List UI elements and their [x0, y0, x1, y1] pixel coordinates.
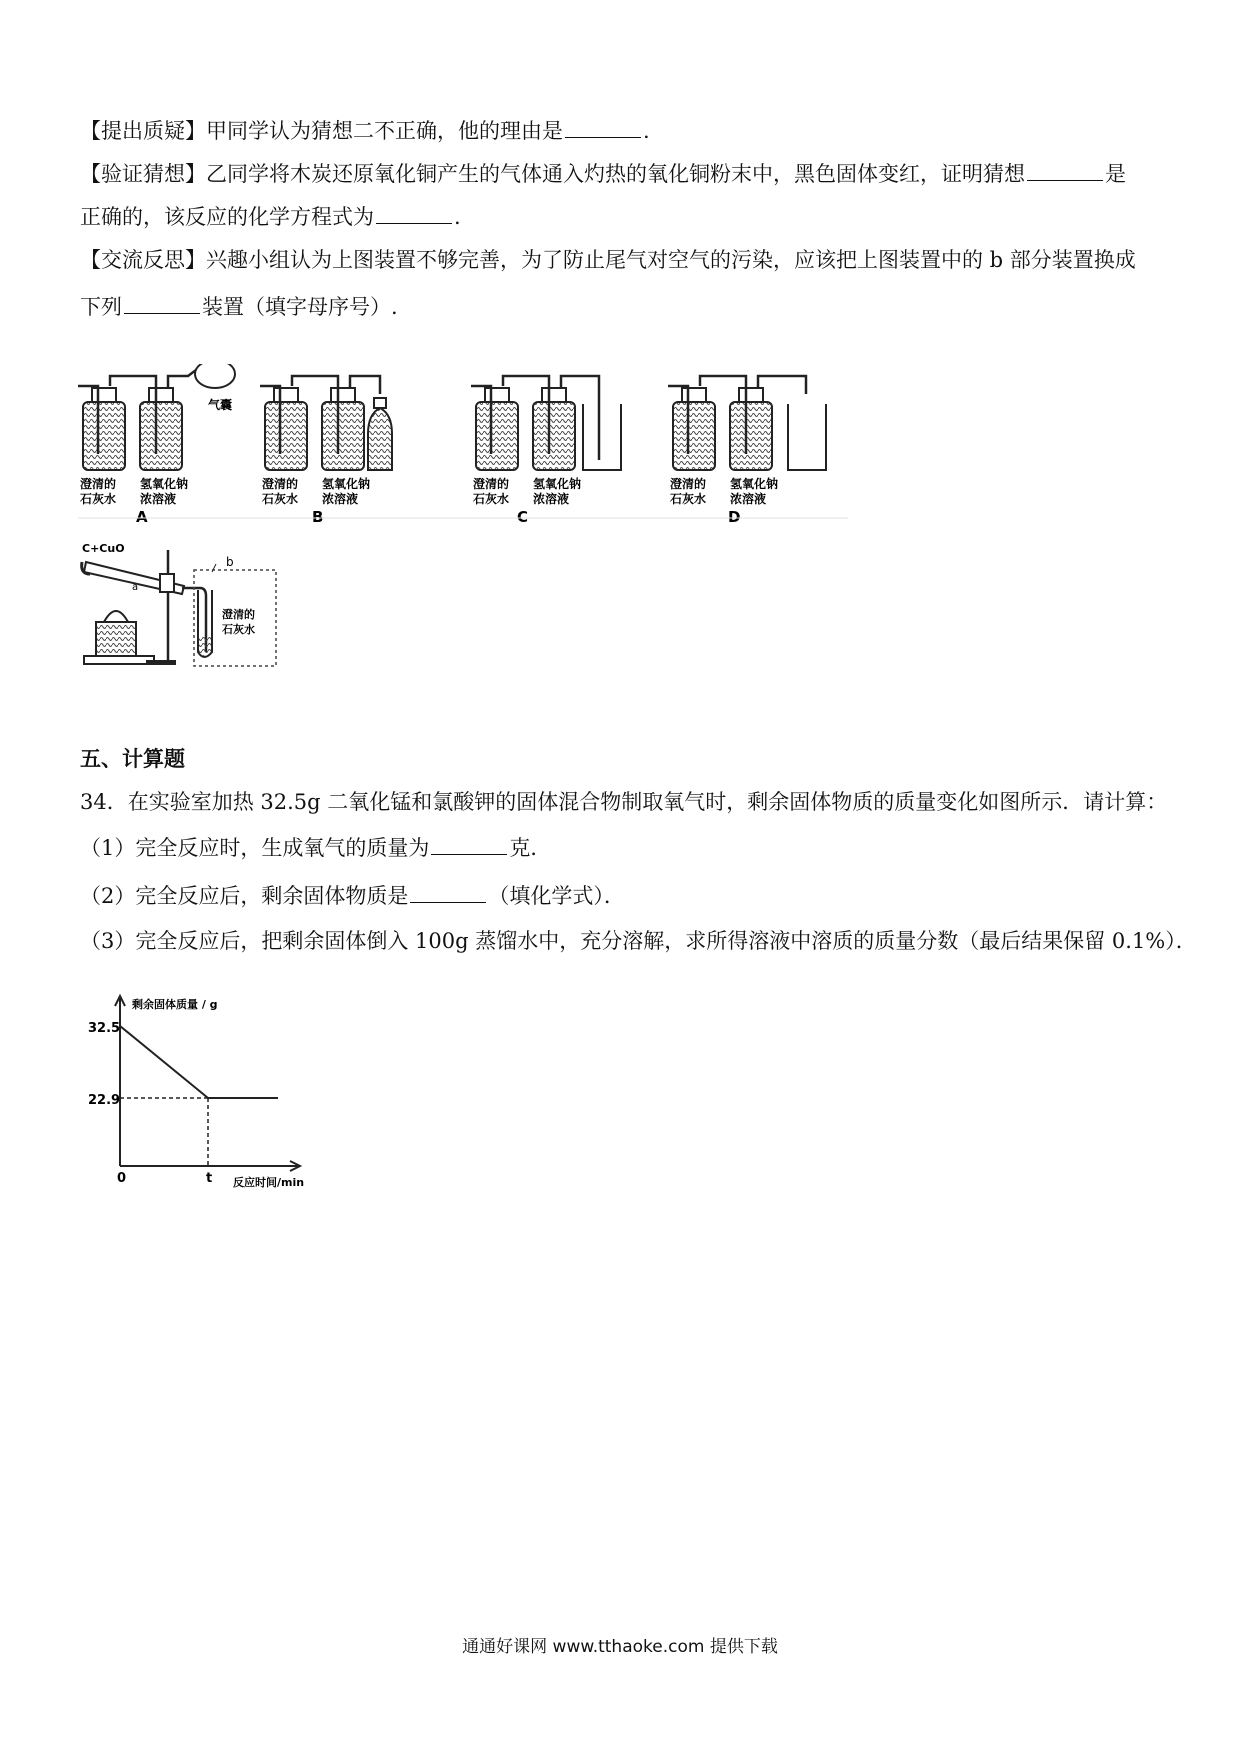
y-tick-label: 32.5 — [88, 1021, 121, 1036]
answer-blank[interactable] — [124, 291, 200, 314]
verify-suffix-2: . — [454, 205, 461, 229]
mass-time-chart — [78, 990, 338, 1190]
verify-line-2 — [80, 201, 461, 232]
tube-label-2: 石灰水 — [222, 623, 255, 636]
answer-blank[interactable] — [565, 115, 641, 138]
bottle-right-label-1: 氢氧化钠 — [730, 477, 779, 491]
bottle-right-label-2: 浓溶液 — [533, 492, 570, 506]
x-tick-label: t — [206, 1171, 213, 1186]
answer-blank[interactable] — [1027, 158, 1103, 181]
bottle-right-label-1: 氢氧化钠 — [533, 477, 582, 491]
answer-blank[interactable] — [376, 201, 452, 224]
mass-decline-line — [120, 1026, 208, 1098]
q34-part2-suffix: （填化学式）． — [488, 884, 625, 908]
verify-text-2: 正确的，该反应的化学方程式为 — [80, 205, 374, 229]
setup-reactant-label: C+CuO — [82, 542, 125, 555]
option-a-apparatus — [78, 364, 235, 524]
verify-text: 【验证猜想】乙同学将木炭还原氧化铜产生的气体通入灼热的氧化铜粉末中，黑色固体变红，证明猜想 — [80, 162, 1025, 186]
option-c-apparatus — [471, 376, 621, 524]
section-heading: 五、计算题 — [80, 747, 185, 771]
bottle-left-label-2: 石灰水 — [670, 492, 707, 506]
chart-y-label: 剩余固体质量 / g — [132, 998, 218, 1011]
bottle-right-label-2: 浓溶液 — [730, 492, 767, 506]
option-a-letter: A — [136, 508, 148, 524]
verify-line — [80, 158, 1126, 189]
apparatus-options-figure — [78, 364, 848, 524]
bottle-left-label-2: 石灰水 — [473, 492, 510, 506]
chart-x-label: 反应时间/min — [233, 1176, 305, 1189]
bottle-right-label-2: 浓溶液 — [140, 492, 177, 506]
setup-part-b: b — [226, 555, 234, 569]
reflect-line — [80, 245, 1136, 275]
bottle-left-label-1: 澄清的 — [670, 477, 707, 491]
y-tick-label: 22.9 — [88, 1093, 121, 1108]
doubt-line — [80, 115, 650, 146]
bottle-left-label-1: 澄清的 — [262, 477, 299, 491]
q34-part3: （3）完全反应后，把剩余固体倒入 100g 蒸馏水中，充分溶解，求所得溶液中溶质的质量分数（最后结果保留 0.1%）． — [80, 929, 1197, 953]
doubt-text: 【提出质疑】甲同学认为猜想二不正确，他的理由是 — [80, 119, 563, 143]
reflect-suffix: 装置（填字母序号）. — [202, 295, 398, 319]
reflect-line-2 — [80, 291, 398, 322]
option-d-letter: D — [728, 508, 741, 524]
balloon-label: 气囊 — [208, 398, 233, 412]
answer-blank[interactable] — [410, 880, 486, 903]
reflect-text-2: 下列 — [80, 295, 122, 319]
q34-stem: 34．在实验室加热 32.5g 二氧化锰和氯酸钾的固体混合物制取氧气时，剩余固体物质的质量变化如图所示．请计算： — [80, 790, 1168, 814]
bottle-right-label-2: 浓溶液 — [322, 492, 359, 506]
option-c-letter: C — [517, 508, 529, 524]
reflect-text: 【交流反思】兴趣小组认为上图装置不够完善，为了防止尾气对空气的污染，应该把上图装置中的 b 部分装置换成 — [80, 248, 1136, 272]
bottle-left-label-1: 澄清的 — [473, 477, 510, 491]
footer-text: 通通好课网 www.tthaoke.com 提供下载 — [462, 1637, 778, 1657]
bottle-left-label-1: 澄清的 — [80, 477, 117, 491]
option-d-apparatus — [668, 376, 826, 524]
q34-part1 — [80, 832, 551, 863]
setup-part-a: a — [132, 582, 139, 593]
option-b-letter: B — [312, 508, 324, 524]
q34-part2 — [80, 880, 625, 911]
x-tick-label: 0 — [117, 1171, 127, 1186]
answer-blank[interactable] — [431, 832, 507, 855]
bottle-left-label-2: 石灰水 — [80, 492, 117, 506]
option-b-apparatus — [260, 376, 392, 524]
bottle-right-label-1: 氢氧化钠 — [140, 477, 189, 491]
q34-part1-suffix: 克． — [509, 836, 552, 860]
q34-part2-text: （2）完全反应后，剩余固体物质是 — [80, 884, 409, 908]
reduction-setup-figure — [76, 540, 286, 670]
verify-suffix: 是 — [1105, 162, 1126, 186]
q34-part1-text: （1）完全反应时，生成氧气的质量为 — [80, 836, 430, 860]
bottle-right-label-1: 氢氧化钠 — [322, 477, 371, 491]
doubt-suffix: . — [643, 119, 650, 143]
bottle-left-label-2: 石灰水 — [262, 492, 299, 506]
tube-label-1: 澄清的 — [222, 608, 255, 621]
